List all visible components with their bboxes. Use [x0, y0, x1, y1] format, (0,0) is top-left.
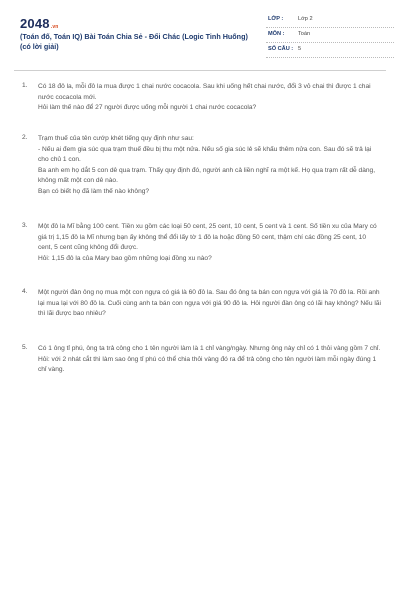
- question-line: Hỏi: với 2 nhát cắt thì làm sao ông tỉ phú có thể chia thỏi vàng đó ra để trả công cho tên người làm mỗi ngày đúng 1 chỉ vàng.: [38, 355, 377, 374]
- question-number: 5.: [22, 344, 28, 351]
- meta-row-subject: [266, 29, 394, 43]
- question-number: 4.: [22, 288, 28, 295]
- meta-value: 5: [298, 46, 302, 52]
- meta-row-question-count: [266, 44, 394, 58]
- meta-value: Toán: [298, 31, 311, 37]
- meta-label: SỐ CÂU :: [268, 46, 294, 52]
- question-text: [38, 82, 382, 114]
- question-line: Một người đàn ông nọ mua một con ngựa có giá là 60 đô la. Sau đó ông ta bán con ngựa với giá là 70 đô la. Rồi anh lại mua lại với 80 đô la. Cuối cùng anh ta bán con ngựa với giá 90 đô la. Hỏi người đàn ông có lãi hay không? Nếu lãi thì lãi được bao nhiêu?: [38, 289, 381, 318]
- meta-label: MÔN :: [268, 31, 285, 37]
- question-text: [38, 134, 382, 198]
- question-line: Ba anh em họ dắt 5 con dê qua trạm. Thấy quy định đó, người anh cả liền nghĩ ra một kế. Họ qua trạm rất dễ dàng, không mất một con dê nào.: [38, 166, 376, 185]
- meta-label: LỚP :: [268, 16, 284, 22]
- document-meta: [266, 14, 394, 59]
- question-line: Trạm thuế của tên cướp khét tiếng quy định như sau:: [38, 135, 194, 142]
- logo-text: 2048: [20, 16, 50, 31]
- question-line: - Nếu ai đem gia súc qua trạm thuế đều bị thu một nửa. Nếu số gia súc lẻ sẽ khấu thêm nửa con. Sau đó sẽ trả lại cho chủ 1 con.: [38, 145, 372, 164]
- document-title: (Toán đố, Toán IQ) Bài Toán Chia Sẻ - Đổi Chác (Logic Tinh Huống) (có lời giải): [20, 32, 248, 51]
- question-line: Hỏi làm thế nào để 27 người được uống mỗi người 1 chai nước cocacola?: [38, 104, 257, 112]
- question-number: 3.: [22, 222, 28, 229]
- question-number: 2.: [22, 134, 28, 141]
- header-divider: [14, 70, 386, 71]
- question-number: 1.: [22, 82, 28, 89]
- document-header: [14, 10, 386, 68]
- question-line: Có 18 đô la, mỗi đô la mua được 1 chai nước cocacola. Sau khi uống hết chai nước, đổi 3 vỏ chai thì được 1 chai nước cocacola mới.: [38, 83, 371, 101]
- question-text: [38, 288, 382, 320]
- question-text: [38, 344, 382, 376]
- logo-suffix: .vn: [50, 24, 59, 30]
- meta-row-class: [266, 14, 394, 28]
- question-line: Bạn có biết họ đã làm thế nào không?: [38, 187, 150, 195]
- question-line: Hỏi: 1,15 đô la của Mary bao gồm những loại đồng xu nào?: [38, 254, 212, 262]
- question-line: Một đô la Mĩ bằng 100 cent. Tiền xu gồm các loại 50 cent, 25 cent, 10 cent, 5 cent và 1 cent. Số tiền xu của Mary có giá trị 1,15 đô la Mĩ nhưng bạn ấy không thể đổi lấy tờ 1 đô la hoặc đồng 50 cent, thậm chí các đồng 25 cent, 10 cent, 5 cent cũng không đổi được.: [38, 223, 377, 252]
- meta-value: Lớp 2: [298, 16, 313, 22]
- site-logo[interactable]: [20, 16, 59, 31]
- question-text: [38, 222, 382, 264]
- question-line: Có 1 ông tỉ phú, ông ta trả công cho 1 tên người làm là 1 chỉ vàng/ngày. Nhưng ông này chỉ có 1 thỏi vàng gồm 7 chỉ.: [38, 345, 381, 352]
